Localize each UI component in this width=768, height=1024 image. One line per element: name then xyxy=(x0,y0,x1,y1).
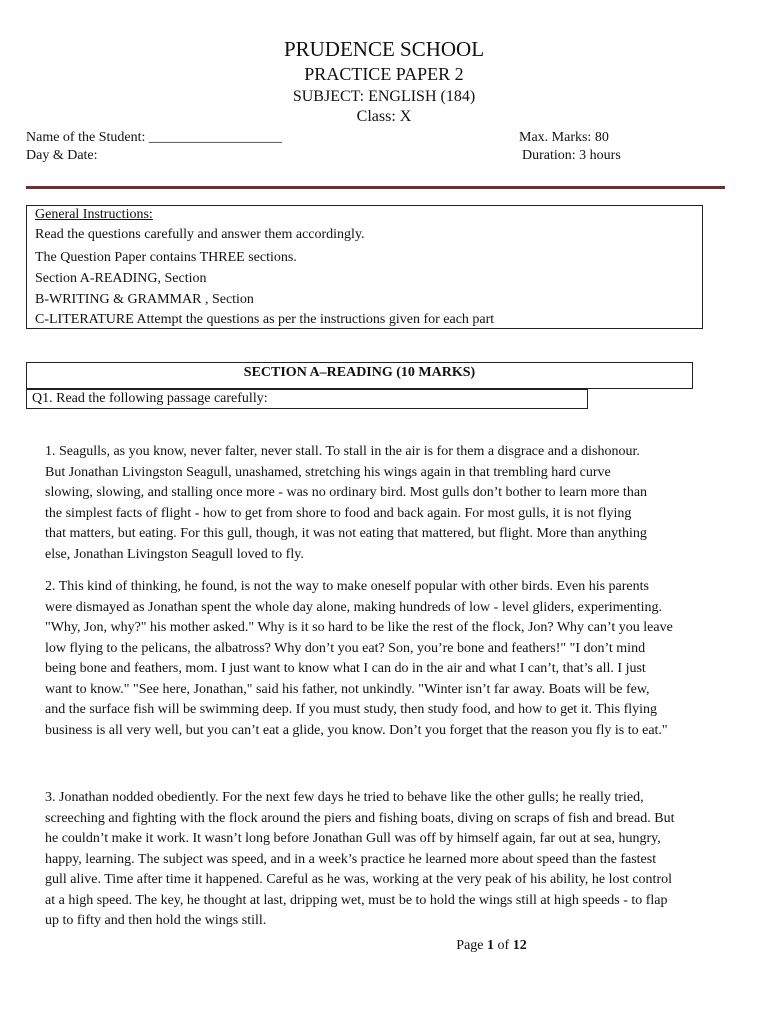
passage-line: and the surface fish will be swimming deep. If you must study, then study food, and how to get it. This flying xyxy=(45,702,658,717)
passage-line: else, Jonathan Livingston Seagull loved to fly. xyxy=(45,546,304,562)
duration: Duration: 3 hours xyxy=(522,148,621,163)
paper-title: PRACTICE PAPER 2 xyxy=(304,64,464,84)
max-marks: Max. Marks: 80 xyxy=(519,130,609,145)
subject-line: SUBJECT: ENGLISH (184) xyxy=(292,88,476,105)
passage-line: he couldn’t make it work. It wasn’t long before Jonathan Gull was off by himself again, far out at sea, hungry, xyxy=(45,831,661,846)
passage-paragraph-1 xyxy=(45,442,735,565)
page-total: 12 xyxy=(512,938,527,953)
passage-line: screeching and fighting with the flock around the piers and fishing boats, diving on scraps of fish and bread. But xyxy=(45,810,675,826)
passage-line: were dismayed as Jonathan spent the whole day alone, making hundreds of low - level gliders, experimenting. xyxy=(45,599,662,615)
page-of-label: of xyxy=(497,938,510,953)
passage-line: the simplest facts of flight - how to get from shore to food and back again. For most gulls, it is not flying xyxy=(45,505,632,521)
instructions-title: General Instructions: xyxy=(35,207,153,222)
page-label: Page xyxy=(456,938,484,953)
general-instructions-box xyxy=(26,205,703,329)
passage-paragraph-2 xyxy=(45,577,735,741)
passage-line: 3. Jonathan nodded obediently. For the next few days he tried to behave like the other gulls; he really tried, xyxy=(45,790,644,805)
header-divider xyxy=(26,186,725,189)
page-number: 1 xyxy=(487,938,495,953)
passage-line: slowing, slowing, and stalling once more - was no ordinary bird. Most gulls don’t bother to learn more than xyxy=(45,485,648,500)
section-a-heading: SECTION A–READING (10 MARKS) xyxy=(26,362,693,389)
passage-line: low flying to the pelicans, the albatross? Why don’t you eat? Son, you’re bone and feathers!" "I don’t mind xyxy=(45,640,646,656)
passage-line: But Jonathan Livingston Seagull, unashamed, stretching his wings again in that trembling hard curve xyxy=(45,464,611,480)
passage-line: "Why, Jon, why?" his mother asked." Why is it so hard to be like the rest of the flock, Jon? Why can’t you leave xyxy=(45,620,673,635)
passage-line: at a high speed. The key, he thought at last, dripping wet, must be to hold the wings still at high speeds - to flap xyxy=(45,892,668,908)
passage-paragraph-3 xyxy=(45,788,735,932)
instruction-line: Read the questions carefully and answer them accordingly. xyxy=(35,227,365,242)
passage-line: want to know." "See here, Jonathan," said his father, not unkindly. "Winter isn’t far away. Boats will be few, xyxy=(45,681,650,697)
question-1-prompt: Q1. Read the following passage carefully: xyxy=(26,389,588,409)
passage-line: that matters, but eating. For this gull, though, it was not eating that mattered, but flight. More than anything xyxy=(45,526,647,541)
instruction-line: Section A-READING, Section xyxy=(35,271,207,286)
class-line: Class: X xyxy=(356,108,412,125)
passage-line: happy, learning. The subject was speed, and in a week’s practice he learned more about speed than the fastest xyxy=(45,851,657,867)
instruction-line: The Question Paper contains THREE sections. xyxy=(35,250,297,265)
passage-line: gull alive. Time after time it happened. Careful as he was, working at the very peak of his ability, he lost control xyxy=(45,872,672,887)
passage-line: business is all very well, but you can’t eat a glide, you know. Don’t you forget that the reason you fly is to eat." xyxy=(45,722,668,738)
passage-line: 1. Seagulls, as you know, never falter, never stall. To stall in the air is for them a disgrace and a dishonour. xyxy=(45,444,640,459)
student-name-label: Name of the Student: ___________________ xyxy=(26,130,282,145)
passage-line: 2. This kind of thinking, he found, is not the way to make oneself popular with other birds. Even his parents xyxy=(45,579,649,594)
passage-line: up to fifty and then hold the wings still. xyxy=(45,913,267,928)
page-footer xyxy=(0,938,768,954)
passage-line: being bone and feathers, mom. I just want to know what I can do in the air and what I can’t, that’s all. I just xyxy=(45,661,646,676)
instruction-line: B-WRITING & GRAMMAR , Section xyxy=(35,292,254,307)
day-date-label: Day & Date: xyxy=(26,148,98,163)
instruction-line: C-LITERATURE Attempt the questions as per the instructions given for each part xyxy=(35,312,495,327)
school-name: PRUDENCE SCHOOL xyxy=(283,37,485,61)
